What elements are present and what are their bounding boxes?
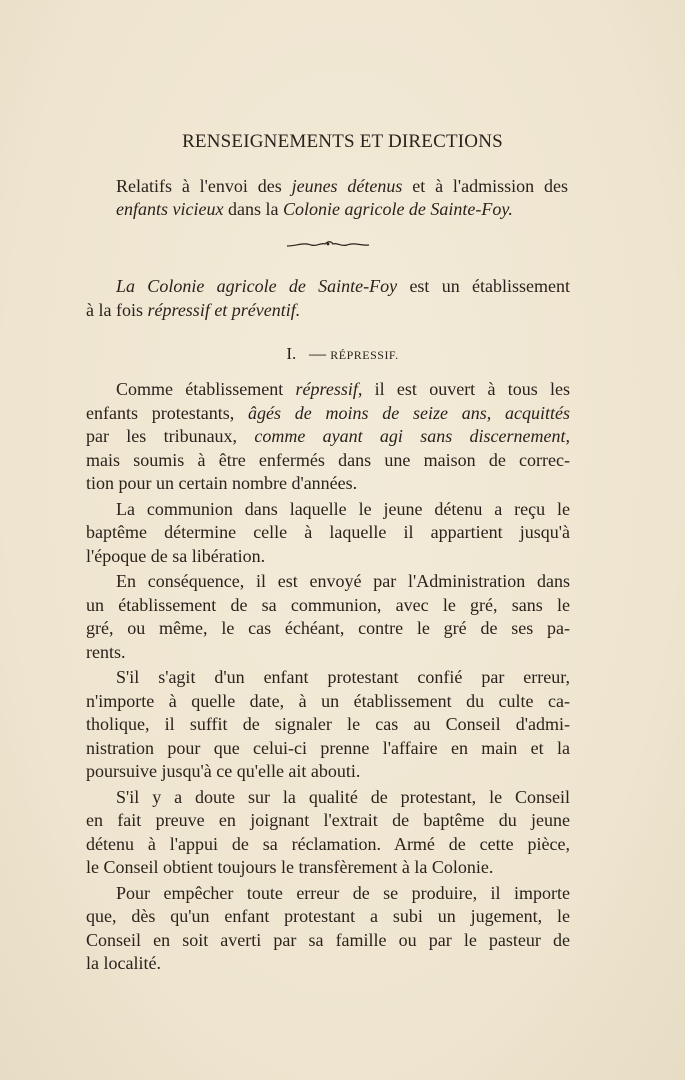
text-line: baptême détermine celle à laquelle il appartient jusqu'à — [86, 522, 570, 542]
text-line: la localité. — [86, 953, 161, 973]
subtitle-text: et à l'admission des — [402, 176, 568, 196]
text-line — [86, 425, 570, 449]
text-line: S'il y a doute sur la qualité de protestant, le Conseil — [116, 786, 570, 807]
text-run: , — [486, 402, 506, 423]
intro-italic: La Colonie agricole de Sainte-Foy — [116, 276, 398, 296]
subtitle-italic: jeunes détenus — [291, 176, 403, 196]
text-line: tion pour un certain nombre d'années. — [86, 473, 358, 493]
text-line: un établissement de sa communion, avec le gré, sans le — [86, 594, 570, 615]
text-line: l'époque de sa libération. — [86, 545, 266, 566]
intro-line-2 — [86, 299, 570, 323]
paragraph-5 — [86, 786, 570, 880]
text-line: rents. — [86, 641, 126, 662]
paragraph-3 — [86, 570, 570, 664]
text-line: tholique, il suffit de signaler le cas au Conseil d'admi- — [86, 714, 570, 734]
italic-run: acquittés — [505, 402, 571, 423]
italic-run: répressif, — [295, 379, 363, 399]
intro-italic: répressif et préventif. — [147, 299, 301, 320]
section-heading — [0, 344, 685, 364]
text-line: En conséquence, il est envoyé par l'Administration dans — [116, 571, 570, 591]
intro-line-1 — [86, 275, 570, 299]
text-line: gré, ou même, le cas échéant, contre le gré de ses pa- — [86, 618, 570, 638]
section-number: I. — [286, 344, 297, 363]
text-line: le Conseil obtient toujours le transfèrement à la Colonie. — [86, 857, 494, 877]
subtitle-text: dans la — [223, 199, 283, 219]
section-dash: — — [309, 344, 326, 363]
text-line — [86, 378, 570, 402]
section-body — [86, 378, 570, 978]
text-line: nistration pour que celui-ci prenne l'affaire en main et la — [86, 737, 570, 758]
text-line — [86, 402, 570, 426]
paragraph-6 — [86, 882, 570, 976]
subtitle-italic: Colonie agricole de Sainte-Foy. — [282, 199, 513, 219]
page-title: RENSEIGNEMENTS ET DIRECTIONS — [182, 131, 503, 152]
text-run: Comme établissement — [116, 379, 296, 399]
text-line: détenu à l'appui de sa réclamation. Armé de cette pièce, — [86, 833, 570, 854]
paragraph-4 — [86, 666, 570, 784]
text-line: que, dès qu'un enfant protestant a subi un jugement, le — [86, 906, 570, 926]
text-line: mais soumis à être enfermés dans une maison de correc- — [86, 449, 570, 470]
text-line: poursuive jusqu'à ce qu'elle ait abouti. — [86, 761, 361, 781]
subtitle-line-1 — [116, 175, 568, 198]
intro-text: est un établissement — [397, 276, 570, 296]
paragraph-2 — [86, 498, 570, 569]
ornament-divider — [285, 238, 371, 252]
subtitle-text: Relatifs à l'envoi des — [116, 176, 292, 196]
intro-paragraph — [86, 275, 570, 322]
subtitle-italic: enfants vicieux — [116, 199, 224, 219]
text-line: S'il s'agit d'un enfant protestant confié par erreur, — [116, 667, 570, 687]
intro-text: à la fois — [86, 299, 148, 320]
text-line: en fait preuve en joignant l'extrait de baptême du jeune — [86, 810, 570, 830]
text-run: par les tribunaux, — [86, 426, 255, 446]
italic-run: âgés de moins de seize ans — [247, 402, 487, 423]
paragraph-1 — [86, 378, 570, 496]
subtitle — [116, 175, 568, 221]
text-line: La communion dans laquelle le jeune détenu a reçu le — [116, 498, 570, 519]
text-line: Conseil en soit averti par sa famille ou par le pasteur de — [86, 929, 570, 950]
italic-run: comme ayant agi sans discernement, — [254, 426, 570, 446]
text-run: enfants protestants, — [86, 402, 248, 423]
text-line: n'importe à quelle date, à un établissement du culte ca- — [86, 690, 570, 711]
section-label: RÉPRESSIF. — [330, 348, 399, 362]
text-run: il est ouvert à tous les — [362, 379, 570, 399]
text-line: Pour empêcher toute erreur de se produire, il importe — [116, 882, 570, 903]
subtitle-line-2 — [116, 198, 568, 221]
